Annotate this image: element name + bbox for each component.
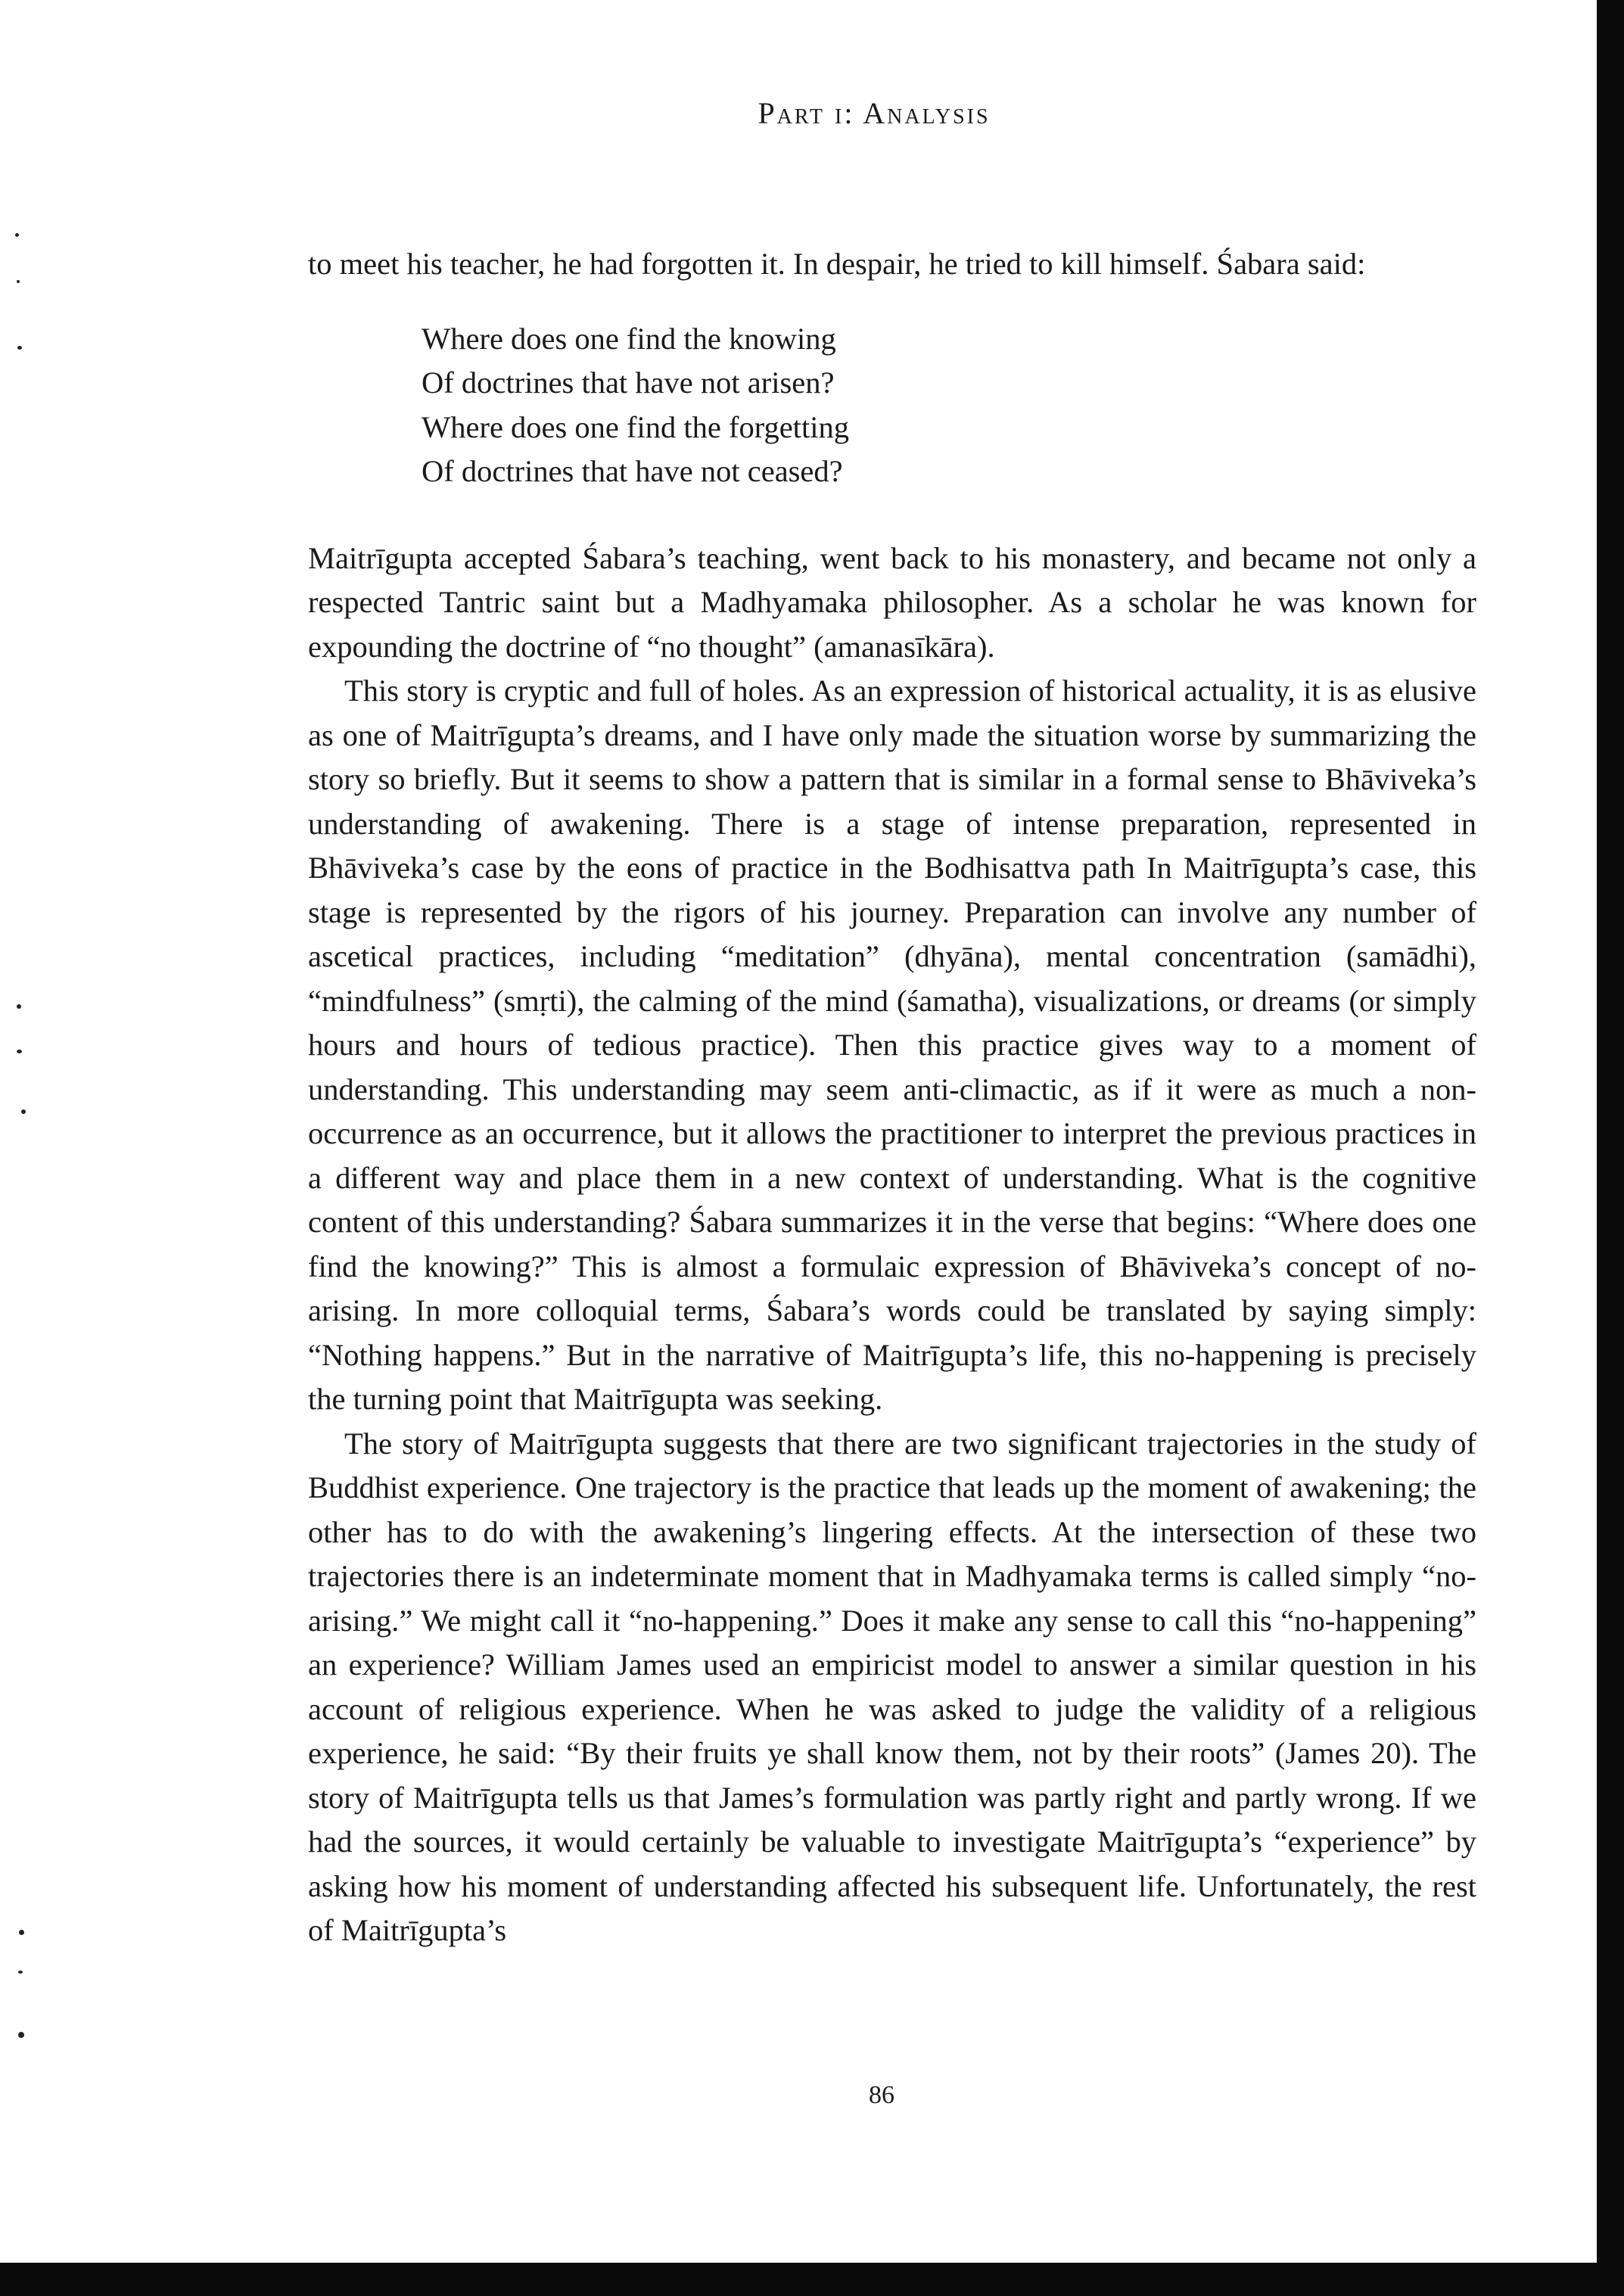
scan-border-right bbox=[1597, 0, 1624, 2296]
page-number: 86 bbox=[869, 2081, 894, 2109]
paragraph: Maitrīgupta accepted Śabara’s teaching, went back to his monastery, and became not only a respected Tantric saint but a Madhyamaka philosopher. As a scholar he was known for expounding the doctrine of “no thought” (amanasīkāra). bbox=[308, 540, 1476, 664]
verse-line: Of doctrines that have not arisen? bbox=[422, 366, 835, 400]
scan-speck bbox=[17, 280, 20, 283]
scan-speck bbox=[17, 1050, 22, 1053]
scan-speck bbox=[21, 1109, 26, 1114]
verse-line: Where does one find the knowing bbox=[422, 321, 836, 356]
scan-border-bottom bbox=[0, 2263, 1624, 2296]
paragraph: The story of Maitrīgupta suggests that there are two significant trajectories in the study of Buddhist experience. One trajectory is the practice that leads up the moment of awakening; the other has to do with the awakening’s lingering effects. At the intersection of these two trajectories there is an indeterminate moment that in Madhyamaka terms is called simply “no-arising.” We might call it “no-happening.” Does it make any sense to call this “no-happening” an experience? William James used an empiricist model to answer a similar question in his account of religious experience. When he was asked to judge the validity of a religious experience, he said: “By their fruits ye shall know them, not by their roots” (James 20). The story of Maitrīgupta tells us that James’s formulation was partly right and partly wrong. If we had the sources, it would certainly be valuable to investigate Maitrīgupta’s “experience” by asking how his moment of understanding affected his subsequent life. Unfortunately, the rest of Maitrīgupta’s bbox=[308, 1426, 1476, 1947]
scan-speck bbox=[17, 346, 22, 350]
verse-line: Of doctrines that have not ceased? bbox=[422, 454, 843, 488]
scan-speck bbox=[18, 2032, 24, 2038]
scan-speck bbox=[17, 1004, 21, 1009]
running-head: Part i: Analysis bbox=[758, 96, 991, 130]
verse-quotation bbox=[422, 317, 1476, 494]
scan-speck bbox=[19, 1930, 24, 1935]
continued-line: to meet his teacher, he had forgotten it. In despair, he tried to kill himself. Śabara said: bbox=[308, 247, 1366, 281]
body-text bbox=[308, 242, 1476, 1953]
paragraph: This story is cryptic and full of holes. As an expression of historical actuality, it is as elusive as one of Maitrīgupta’s dreams, and I have only made the situation worse by summarizing the story so briefly. But it seems to show a pattern that is similar in a formal sense to Bhāviveka’s understanding of awakening. There is a stage of intense preparation, represented in Bhāviveka’s case by the eons of practice in the Bodhisattva path In Maitrīgupta’s case, this stage is represented by the rigors of his journey. Preparation can involve any number of ascetical practices, including “meditation” (dhyāna), mental concentration (samādhi), “mindfulness” (smṛti), the calming of the mind (śamatha), visualizations, or dreams (or simply hours and hours of tedious practice). Then this practice gives way to a moment of understanding. This understanding may seem anti-climactic, as if it were as much a non-occurrence as an occurrence, but it allows the practitioner to interpret the previous practices in a different way and place them in a new context of understanding. What is the cognitive content of this understanding? Śabara summarizes it in the verse that begins: “Where does one find the knowing?” This is almost a formulaic expression of Bhāviveka’s concept of no-arising. In more colloquial terms, Śabara’s words could be translated by saying simply: “Nothing happens.” But in the narrative of Maitrīgupta’s life, this no-happening is precisely the turning point that Maitrīgupta was seeking. bbox=[308, 674, 1476, 1416]
scan-speck bbox=[15, 233, 19, 237]
scan-speck bbox=[18, 1971, 23, 1974]
verse-line: Where does one find the forgetting bbox=[422, 409, 849, 444]
